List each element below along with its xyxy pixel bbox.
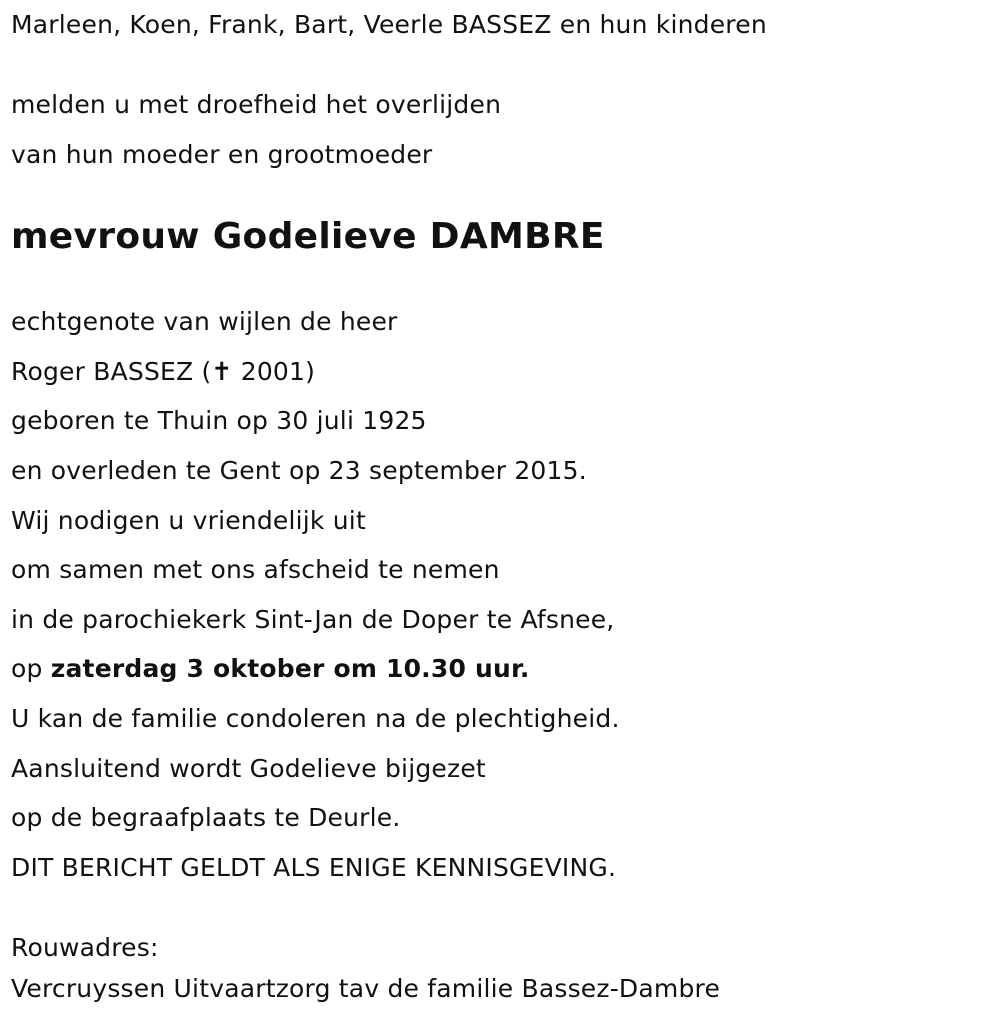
condolence-line: U kan de familie condoleren na de plechtigheid. <box>11 704 620 733</box>
announce-line-2: van hun moeder en grootmoeder <box>11 140 433 169</box>
spouse-line-1: echtgenote van wijlen de heer <box>11 307 398 336</box>
ceremony-date: zaterdag 3 oktober om 10.30 uur. <box>50 654 530 683</box>
died-line: en overleden te Gent op 23 september 2015. <box>11 456 587 485</box>
announcers-line: Marleen, Koen, Frank, Bart, Veerle BASSEZ en hun kinderen <box>11 10 767 39</box>
born-line: geboren te Thuin op 30 juli 1925 <box>11 406 427 435</box>
spouse-line-2: Roger BASSEZ (✝ 2001) <box>11 357 316 386</box>
announce-line-1: melden u met droefheid het overlijden <box>11 90 502 119</box>
only-notice-line: DIT BERICHT GELDT ALS ENIGE KENNISGEVING. <box>11 853 617 882</box>
date-prefix: op <box>11 654 51 683</box>
burial-line-2: op de begraafplaats te Deurle. <box>11 803 401 832</box>
deceased-name: mevrouw Godelieve DAMBRE <box>11 216 605 257</box>
address-line: Vercruyssen Uitvaartzorg tav de familie Bassez-Dambre <box>11 974 721 1003</box>
burial-line-1: Aansluitend wordt Godelieve bijgezet <box>11 754 486 783</box>
address-label: Rouwadres: <box>11 933 159 962</box>
date-line <box>11 653 530 685</box>
invite-line-2: om samen met ons afscheid te nemen <box>11 555 500 584</box>
invite-line-1: Wij nodigen u vriendelijk uit <box>11 506 366 535</box>
church-line: in de parochiekerk Sint-Jan de Doper te Afsnee, <box>11 605 615 634</box>
